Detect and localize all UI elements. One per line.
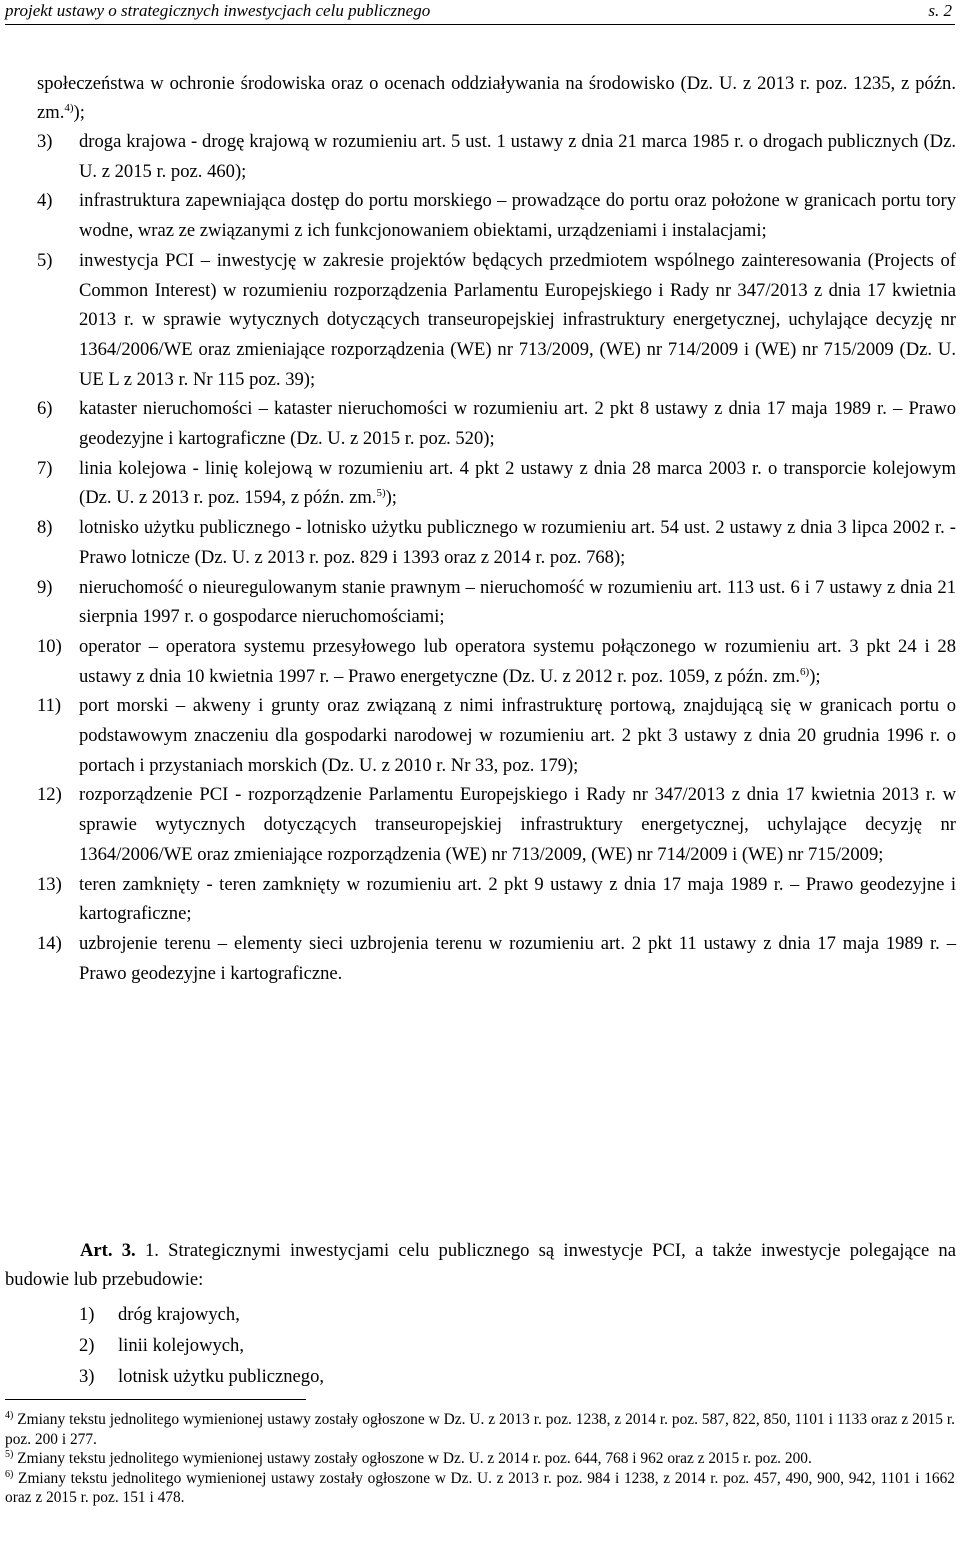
article-label: Art. 3. [80, 1240, 136, 1261]
page-number: s. 2 [928, 1, 952, 20]
footnote-ref[interactable]: 5) [376, 487, 386, 500]
definitions-list [0, 69, 960, 988]
page-header [5, 0, 955, 22]
list-item: 3) lotnisk użytku publicznego, [79, 1366, 325, 1387]
footnote-ref[interactable]: 4) [64, 101, 74, 114]
article-paragraph: Art. 3. 1. Strategicznymi inwestycjami celu publicznego są inwestycje PCI, a także inwestycje polegające na budowie lub przebudowie: [5, 1240, 956, 1290]
list-item: 6) kataster nieruchomości – kataster nieruchomości w rozumieniu art. 2 pkt 8 ustawy z dnia 17 maja 1989 r. – Prawo geodezyjne i kartograficzne (Dz. U. z 2015 r. poz. 520); [37, 398, 956, 450]
document-title: projekt ustawy o strategicznych inwestycjach celu publicznego [5, 1, 431, 20]
list-item: 10) operator – operatora systemu przesyłowego lub operatora systemu połączonego w rozumieniu art. 3 pkt 24 i 28 ustawy z dnia 10 kwietnia 1997 r. – Prawo energetyczne (Dz. U. z 2012 r. poz. 1059, z późn. zm.$^{6)}$); [37, 635, 956, 687]
article-3 [0, 1236, 960, 1392]
list-item: 13) teren zamknięty - teren zamknięty w rozumieniu art. 2 pkt 9 ustawy z dnia 17 maja 1989 r. – Prawo geodezyjne i kartograficzne; [37, 873, 956, 925]
header-rule [5, 24, 955, 25]
footnote-ref[interactable]: 6) [800, 665, 810, 678]
list-item: 7) linia kolejowa - linię kolejową w rozumieniu art. 4 pkt 2 ustawy z dnia 28 marca 2003 r. o transporcie kolejowym (Dz. U. z 2013 r. poz. 1594, z późn. zm.$^{5)}$); [37, 457, 956, 509]
list-item: 2) linii kolejowych, [79, 1335, 245, 1356]
footnote-separator [5, 1399, 306, 1400]
footnote: $^{6)}$ Zmiany tekstu jednolitego wymienionej ustawy zostały ogłoszone w Dz. U. z 2013 r. poz. 984 i 1238, z 2014 r. poz. 457, 490, 900, 942, 1101 i 1662 oraz z 2015 r. poz. 151 i 478. [5, 1468, 955, 1506]
continuation-paragraph: społeczeństwa w ochronie środowiska oraz o ocenach oddziaływania na środowisko (Dz. U. z 2013 r. poz. 1235, z późn. zm.$^{4)}$); [37, 73, 956, 123]
list-item: 3) droga krajowa - drogę krajową w rozumieniu art. 5 ust. 1 ustawy z dnia 21 marca 1985 r. o drogach publicznych (Dz. U. z 2015 r. poz. 460); [37, 131, 956, 182]
list-item: 8) lotnisko użytku publicznego - lotnisko użytku publicznego w rozumieniu art. 54 ust. 2 ustawy z dnia 3 lipca 2002 r. - Prawo lotnicze (Dz. U. z 2013 r. poz. 829 i 1393 oraz z 2014 r. poz. 768); [37, 517, 956, 568]
list-item: 11) port morski – akweny i grunty oraz związaną z nimi infrastrukturę portową, znajdującą się w granicach portu o podstawowym znaczeniu dla gospodarki narodowej w rozumieniu art. 2 pkt 3 ustawy z dnia 20 grudnia 1996 r. o portach i przystaniach morskich (Dz. U. z 2010 r. Nr 33, poz. 179); [37, 695, 956, 776]
list-item: 1) dróg krajowych, [79, 1304, 240, 1325]
list-item: 5) inwestycja PCI – inwestycję w zakresie projektów będących przedmiotem wspólnego zainteresowania (Projects of Common Interest) w rozumieniu rozporządzenia Parlamentu Europejskiego i Rady nr 347/2013 z dnia 17 kwietnia 2013 r. w sprawie wytycznych dotyczących transeuropejskiej infrastruktury energetycznej, uchylające decyzję nr 1364/2006/WE oraz zmieniające rozporządzenia (WE) nr 713/2009, (WE) nr 714/2009 i (WE) nr 715/2009 (Dz. U. UE L z 2013 r. Nr 115 poz. 39); [37, 249, 956, 390]
list-item: 12) rozporządzenie PCI - rozporządzenie Parlamentu Europejskiego i Rady nr 347/2013 z dnia 17 kwietnia 2013 r. w sprawie wytycznych dotyczących transeuropejskiej infrastruktury energetycznej, uchylające decyzję nr 1364/2006/WE oraz zmieniające rozporządzenia (WE) nr 713/2009, (WE) nr 714/2009 i (WE) nr 715/2009; [37, 784, 956, 865]
footnote: $^{4)}$ Zmiany tekstu jednolitego wymienionej ustawy zostały ogłoszone w Dz. U. z 2013 r. poz. 1238, z 2014 r. poz. 587, 822, 850, 1101 i 1133 oraz z 2015 r. poz. 200 i 277. [5, 1409, 955, 1448]
article-list [0, 1299, 960, 1392]
footnotes [5, 1410, 955, 1508]
footnote: $^{5)}$ Zmiany tekstu jednolitego wymienionej ustawy zostały ogłoszone w Dz. U. z 2014 r. poz. 644, 768 i 962 oraz z 2015 r. poz. 200. [5, 1448, 812, 1467]
list-item: 4) infrastruktura zapewniająca dostęp do portu morskiego – prowadzące do portu oraz położone w granicach portu tory wodne, wraz ze związanymi z ich funkcjonowaniem obiektami, urządzeniami i instalacjami; [37, 190, 956, 242]
list-item: 9) nieruchomość o nieuregulowanym stanie prawnym – nieruchomość w rozumieniu art. 113 ust. 6 i 7 ustawy z dnia 21 sierpnia 1997 r. o gospodarce nieruchomościami; [37, 576, 956, 628]
list-item: 14) uzbrojenie terenu – elementy sieci uzbrojenia terenu w rozumieniu art. 2 pkt 11 ustawy z dnia 17 maja 1989 r. – Prawo geodezyjne i kartograficzne. [37, 932, 956, 984]
